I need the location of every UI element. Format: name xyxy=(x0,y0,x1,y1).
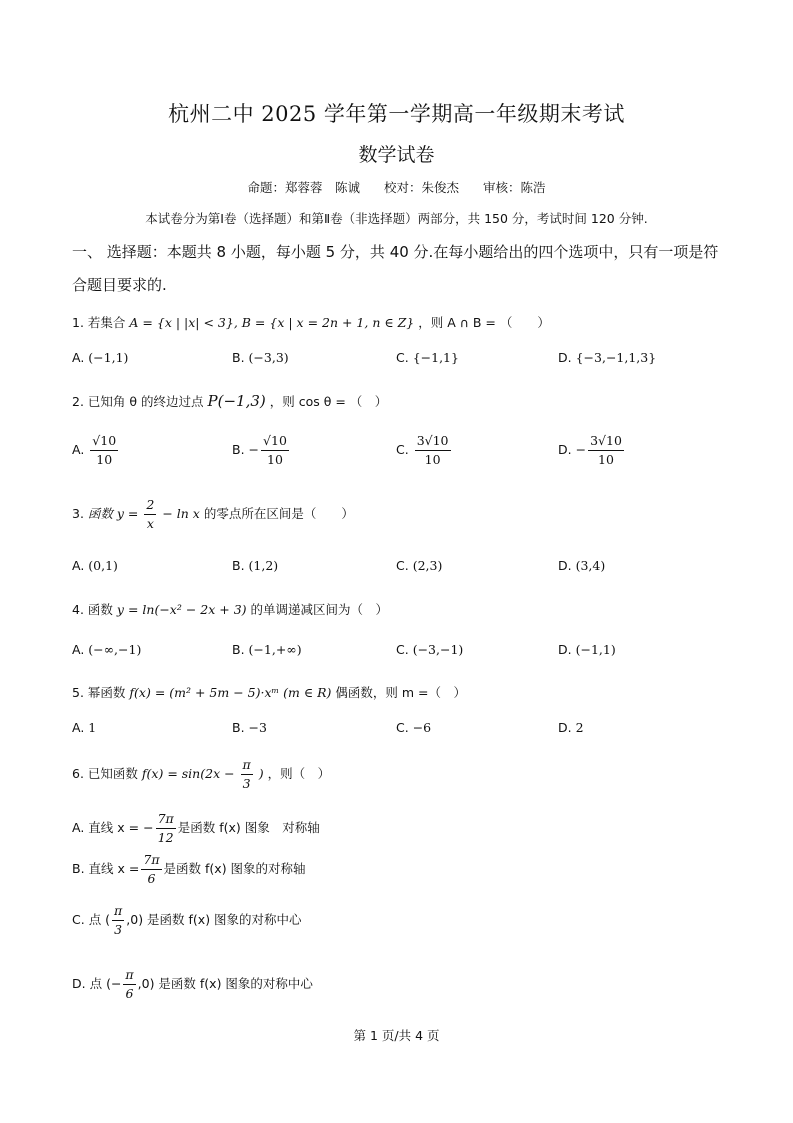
q6-option-a: A. 直线 x = − $\frac{7\pi}{12}$ 是函数 f(x) 图象 对称轴 xyxy=(72,811,320,845)
q4-option-c: C. (−3,−1) xyxy=(396,642,464,657)
exam-subtitle: 数学试卷 xyxy=(358,144,435,166)
stem-text: ，则 A ∩ B = （ ） xyxy=(418,315,550,330)
stem-text: 幂函数 xyxy=(87,685,126,700)
q5-option-d: D. 2 xyxy=(558,720,584,735)
page-footer: 第 1 页/共 4 页 xyxy=(353,1028,440,1043)
q3-option-d: D. (3,4) xyxy=(558,558,606,573)
stem-text: 已知函数 xyxy=(87,766,138,781)
stem-text: ，则 cos θ = （ ） xyxy=(269,394,388,409)
q5-option-a: A. 1 xyxy=(72,720,97,735)
stem-text: 若集合 xyxy=(87,315,126,330)
stem-text: 函数 xyxy=(87,602,113,617)
stem-text: 的单调递减区间为（ ） xyxy=(250,602,389,617)
exam-intro: 本试卷分为第Ⅰ卷（选择题）和第Ⅱ卷（非选择题）两部分，共 150 分，考试时间 120 分钟. xyxy=(145,211,648,226)
q3-option-b: B. (1,2) xyxy=(232,558,279,573)
fraction-denominator: x xyxy=(146,516,154,531)
q3-option-c: C. (2,3) xyxy=(396,558,443,573)
stem-math: 函数 y = xyxy=(87,506,139,521)
question-number: 1. xyxy=(72,315,84,330)
q5-option-b: B. −3 xyxy=(232,720,267,735)
q2-option-b: B. − $\frac{√10}{10}$ xyxy=(232,433,287,467)
fraction-numerator: 2 xyxy=(144,496,156,515)
q4-option-b: B. (−1,+∞) xyxy=(232,642,302,657)
question-number: 2. xyxy=(72,394,84,409)
question-6-stem xyxy=(72,756,330,793)
q4-option-d: D. (−1,1) xyxy=(558,642,616,657)
authors-line xyxy=(0,178,793,196)
fraction-denominator: 3 xyxy=(242,776,251,791)
q1-option-d: D. {−3,−1,1,3} xyxy=(558,350,657,365)
exam-title: 杭州二中 2025 学年第一学期高一年级期末考试 xyxy=(168,102,625,126)
question-number: 3. xyxy=(72,506,84,521)
stem-text: 已知角 θ 的终边过点 xyxy=(87,394,204,409)
stem-math: y = ln(−x² − 2x + 3) xyxy=(116,602,247,617)
q1-option-a: A. (−1,1) xyxy=(72,350,129,365)
stem-math: f(x) = sin(2x − xyxy=(141,766,235,781)
question-1-stem xyxy=(72,313,550,331)
author-proofreader: 校对：朱俊杰 xyxy=(383,180,459,195)
stem-math: f(x) = (m² + 5m − 5)·xᵐ (m ∈ R) xyxy=(129,685,332,700)
q2-option-d: D. − $\frac{3√10}{10}$ xyxy=(558,433,622,467)
question-number: 6. xyxy=(72,766,84,781)
q3-option-a: A. (0,1) xyxy=(72,558,118,573)
author-setter: 命题：郑蓉蓉 陈诚 xyxy=(247,180,360,195)
question-number: 5. xyxy=(72,685,84,700)
q6-option-c: C. 点 ( $\frac{\pi}{3}$ ,0) 是函数 f(x) 图象的对称中心 xyxy=(72,903,302,937)
stem-math: − ln x xyxy=(162,506,200,521)
q4-option-a: A. (−∞,−1) xyxy=(72,642,142,657)
q2-option-a: A. $\frac{√10}{10}$ xyxy=(72,433,117,467)
stem-math: A = {x | |x| < 3}, B = {x | x = 2n + 1, n ∈ Z} xyxy=(129,315,415,330)
stem-text: 偶函数，则 m =（ ） xyxy=(335,685,466,700)
section-heading: 一、 选择题：本题共 8 小题，每小题 5 分，共 40 分.在每小题给出的四个选项中，只有一项是符合题目要求的. xyxy=(72,243,719,294)
stem-math: P(−1,3) xyxy=(207,392,266,410)
q1-option-b: B. (−3,3) xyxy=(232,350,289,365)
fraction-numerator: π xyxy=(241,756,253,775)
q1-option-c: C. {−1,1} xyxy=(396,350,459,365)
question-number: 4. xyxy=(72,602,84,617)
question-4-stem xyxy=(72,600,388,618)
question-5-stem xyxy=(72,683,466,701)
question-2-stem xyxy=(72,392,387,410)
q2-option-c: C. $\frac{3√10}{10}$ xyxy=(396,433,449,467)
stem-text: ，则（ ） xyxy=(267,766,331,781)
author-reviewer: 审核：陈浩 xyxy=(482,180,546,195)
q6-option-b: B. 直线 x = $\frac{7\pi}{6}$ 是函数 f(x) 图象的对称轴 xyxy=(72,852,306,886)
q5-option-c: C. −6 xyxy=(396,720,432,735)
question-3-stem xyxy=(72,496,354,533)
stem-text: 的零点所在区间是（ ） xyxy=(203,506,354,521)
stem-math: ) xyxy=(258,766,264,781)
q6-option-d: D. 点 (− $\frac{\pi}{6}$ ,0) 是函数 f(x) 图象的对称中心 xyxy=(72,967,313,1001)
